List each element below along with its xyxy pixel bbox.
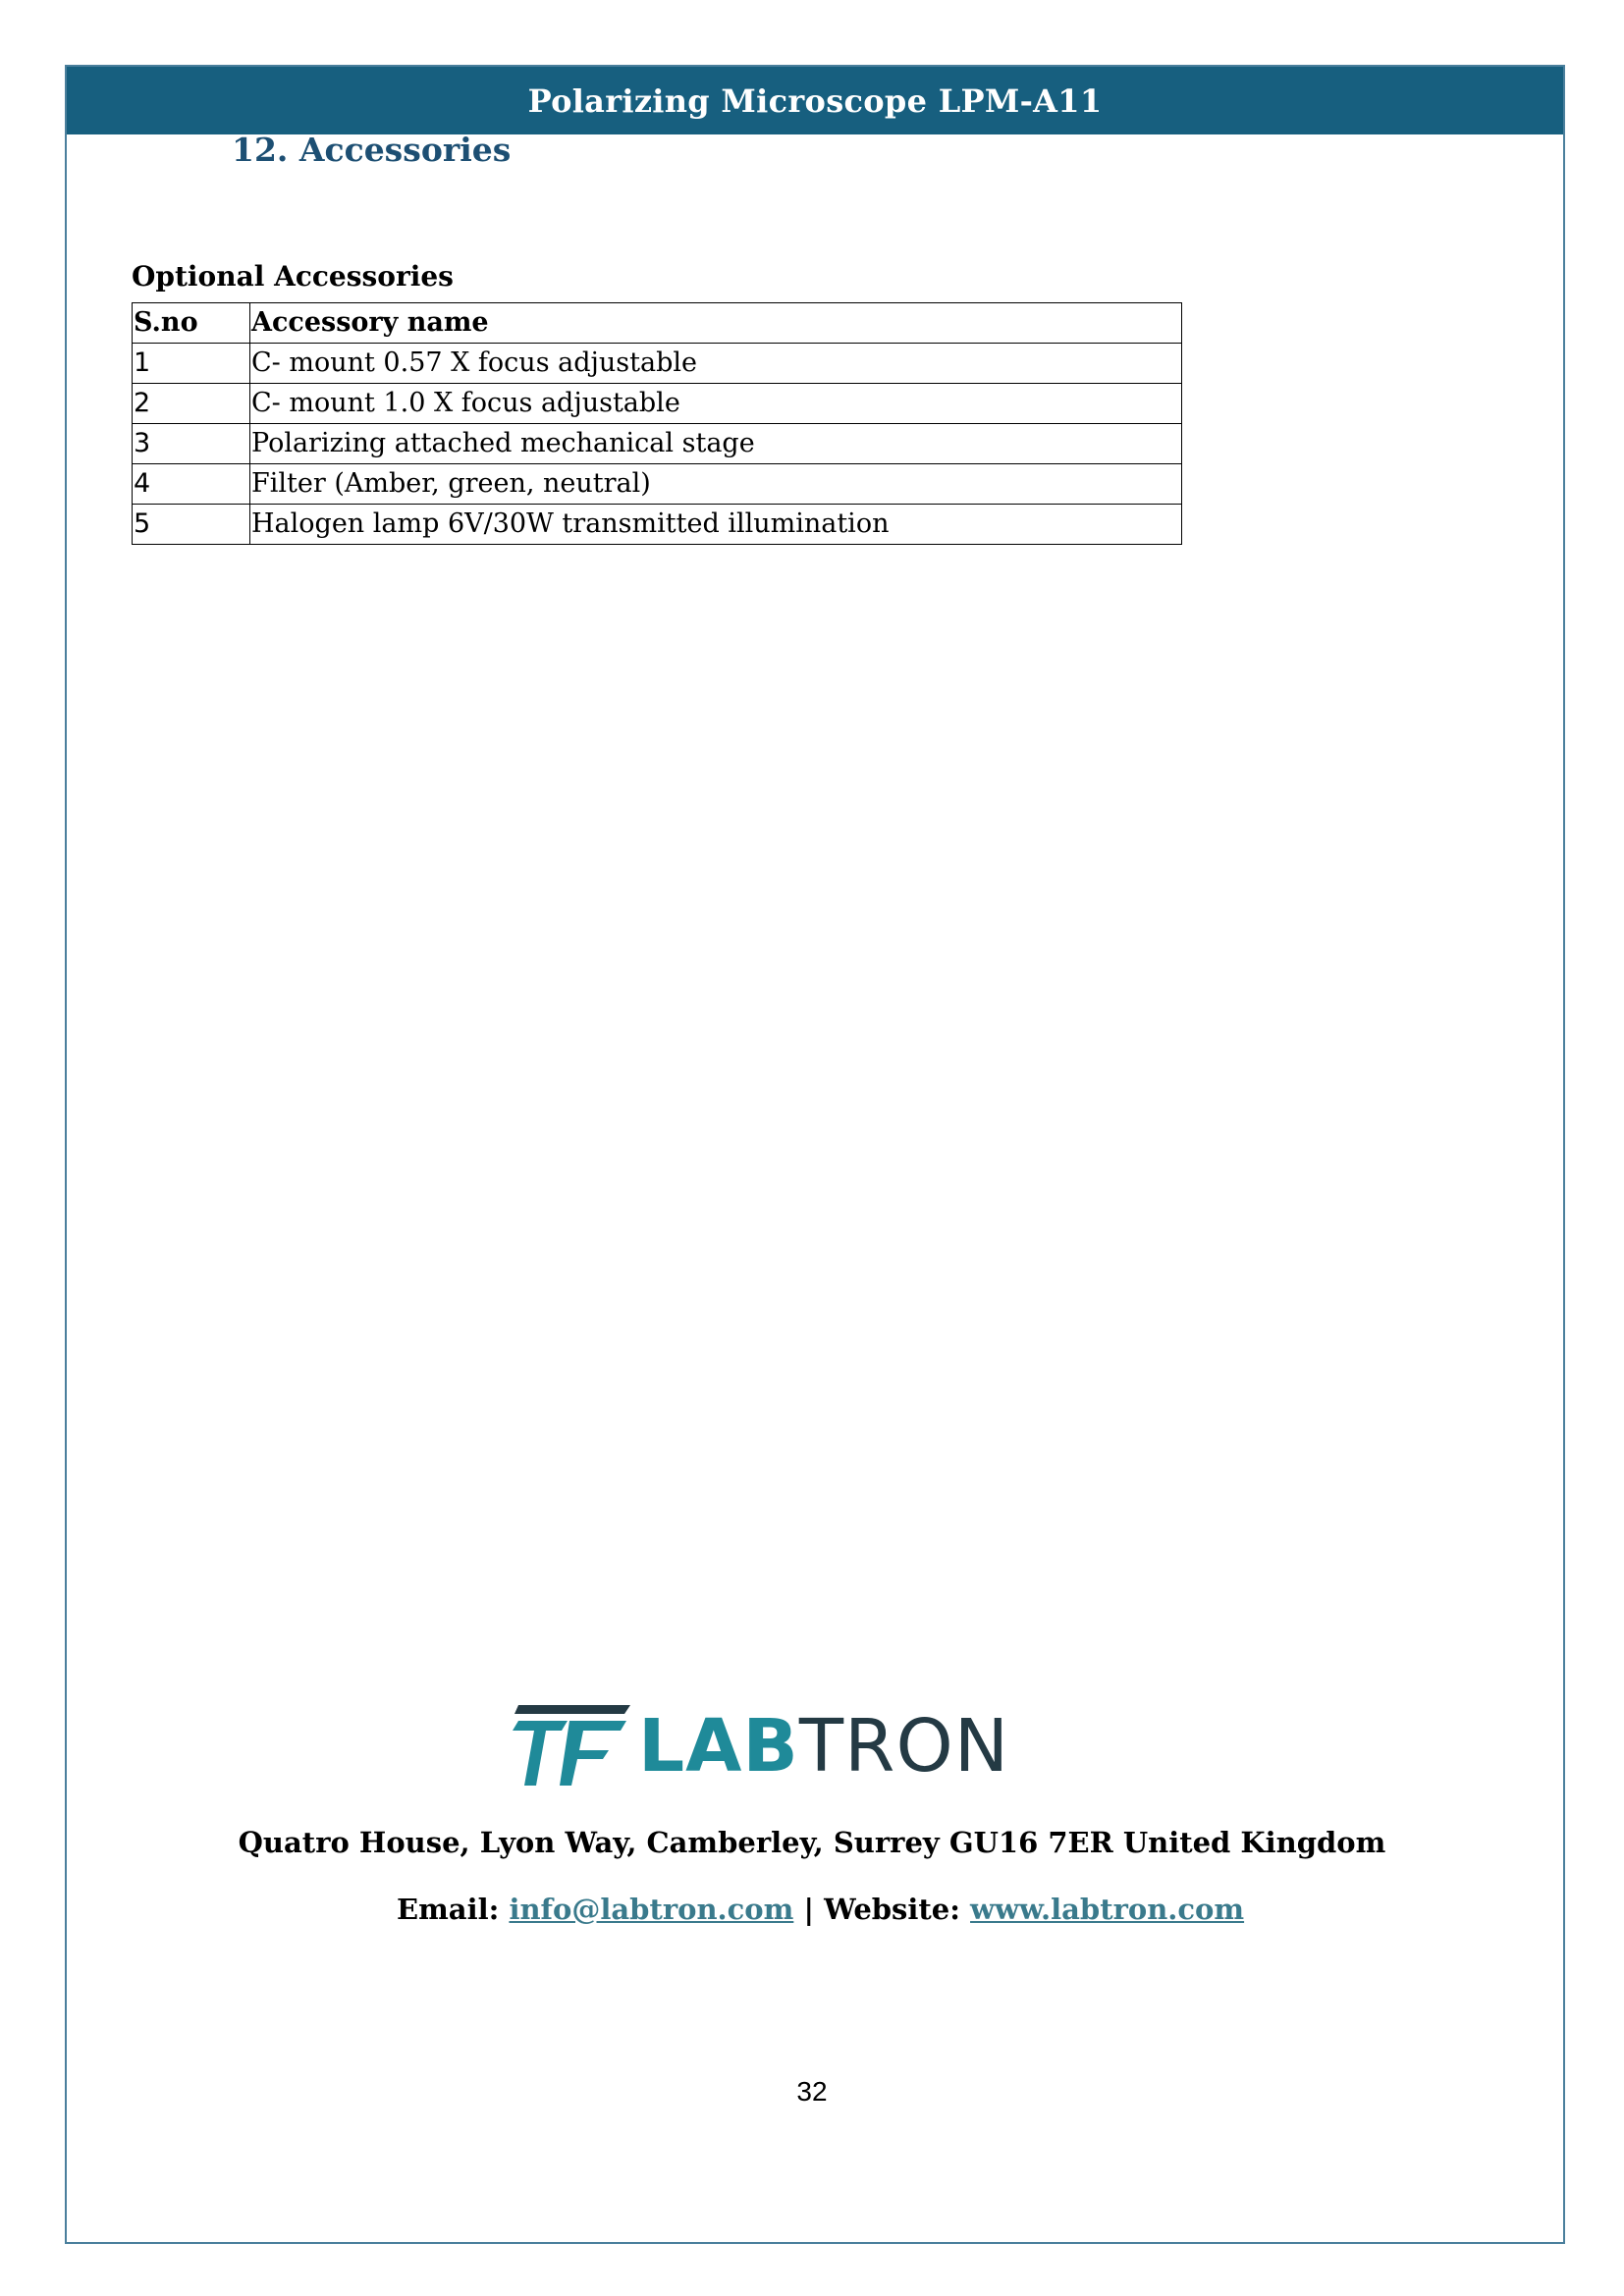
labtron-logo-icon [509, 1703, 636, 1791]
email-link[interactable]: info@labtron.com [509, 1893, 794, 1926]
header-band [67, 67, 1563, 134]
contact-separator: | [803, 1893, 814, 1926]
contact-line [397, 1893, 1244, 1926]
table-row [133, 344, 1182, 384]
website-label: Website: [824, 1893, 960, 1926]
row-sno: 3 [133, 424, 250, 464]
row-accessory-name: Polarizing attached mechanical stage [250, 424, 1182, 464]
table-caption: Optional Accessories [132, 260, 454, 293]
row-sno: 1 [133, 344, 250, 384]
table-row [133, 384, 1182, 424]
row-sno: 5 [133, 505, 250, 545]
row-accessory-name: Halogen lamp 6V/30W transmitted illumination [250, 505, 1182, 545]
company-address: Quatro House, Lyon Way, Camberley, Surrey GU16 7ER United Kingdom [238, 1826, 1386, 1859]
table-header-row [133, 303, 1182, 344]
email-label: Email: [397, 1893, 500, 1926]
section-heading: 12. Accessories [232, 131, 512, 169]
page-number: 32 [796, 2076, 828, 2107]
website-link[interactable]: www.labtron.com [970, 1893, 1245, 1926]
column-header-accessory-name: Accessory name [250, 303, 1182, 344]
labtron-logo [509, 1703, 1010, 1791]
logo-text-tron: TRON [798, 1704, 1010, 1789]
row-sno: 2 [133, 384, 250, 424]
table-row [133, 505, 1182, 545]
row-accessory-name: Filter (Amber, green, neutral) [250, 464, 1182, 505]
accessories-table [132, 302, 1182, 545]
logo-text-lab: LAB [638, 1704, 799, 1789]
row-accessory-name: C- mount 0.57 X focus adjustable [250, 344, 1182, 384]
table-row [133, 464, 1182, 505]
row-sno: 4 [133, 464, 250, 505]
column-header-sno: S.no [133, 303, 250, 344]
logo-wordmark [638, 1704, 1010, 1789]
table-row [133, 424, 1182, 464]
row-accessory-name: C- mount 1.0 X focus adjustable [250, 384, 1182, 424]
document-title: Polarizing Microscope LPM-A11 [527, 81, 1103, 120]
